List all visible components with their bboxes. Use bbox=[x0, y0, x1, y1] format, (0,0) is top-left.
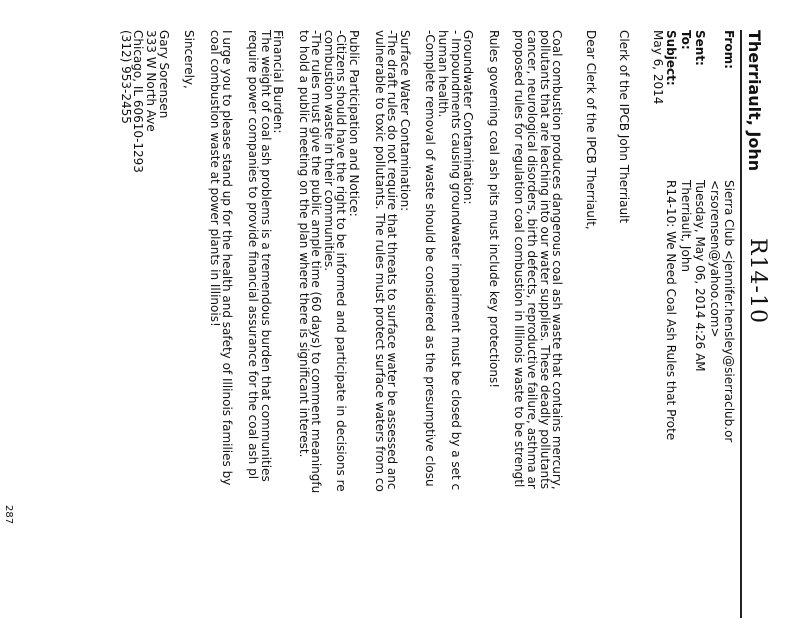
letter-signoff: Sincerely, bbox=[182, 30, 197, 89]
email-header bbox=[664, 30, 736, 618]
letter-body bbox=[119, 30, 664, 618]
page-number: 287 bbox=[3, 505, 14, 525]
document-reference: R14-10 bbox=[745, 238, 770, 324]
signature-address: 333 W North Ave bbox=[143, 30, 158, 132]
text-line: vulnerable to toxic pollutants. The rules must protect surface waters from co bbox=[372, 30, 387, 492]
header-value: Sierra Club <jennifer.hensley@sierraclub.or bbox=[722, 180, 736, 443]
header-divider bbox=[740, 30, 742, 618]
sender-name-heading: Therriault, John bbox=[745, 30, 764, 172]
section-heading: Surface Water Contamination: bbox=[397, 30, 412, 212]
rules-intro: Rules governing coal ash pits must include key protections! bbox=[486, 30, 501, 389]
header-value: R14-10: We Need Coal Ash Rules that Prote bbox=[664, 180, 679, 441]
letter-salutation: Dear Clerk of the IPCB Therriault, bbox=[583, 30, 598, 230]
header-label: From: bbox=[722, 30, 736, 69]
text-line: pollutants that are leaching into our water supplies. These deadly pollutants bbox=[537, 30, 552, 490]
text-line: -The rules must give the public ample time (60 days) to comment meaningfu bbox=[309, 30, 324, 494]
text-line: - Impoundments causing groundwater impairment must be closed by a set c bbox=[448, 30, 463, 491]
header-row-sent bbox=[693, 30, 707, 618]
text-line: -The draft rules do not require that threats to surface water be assessed anc bbox=[385, 30, 400, 490]
text-line: proposed rules for regulation coal combustion in Illinois waste to be strengtl bbox=[512, 30, 527, 488]
header-label bbox=[707, 30, 721, 180]
header-row-from-cont bbox=[707, 30, 721, 618]
section-heading: Financial Burden: bbox=[271, 30, 286, 134]
header-label: Subject: bbox=[664, 30, 679, 86]
text-line: require power companies to provide financial assurance for the coal ash pl bbox=[245, 30, 260, 480]
header-value: Tuesday, May 06, 2014 4:26 AM bbox=[693, 180, 708, 372]
public-participation-section bbox=[297, 30, 360, 618]
header-label: Sent: bbox=[693, 30, 708, 66]
surface-water-section bbox=[373, 30, 411, 618]
section-heading: Groundwater Contamination: bbox=[461, 30, 476, 205]
groundwater-section bbox=[424, 30, 474, 618]
text-line: I urge you to please stand up for the health and safety of Illinois families by bbox=[220, 30, 235, 486]
text-line: human health. bbox=[436, 30, 451, 118]
text-line: combustion waste in their communities. bbox=[321, 30, 336, 272]
header-value: <rsorensen@yahoo.com> bbox=[707, 180, 722, 338]
letter-date: May 6, 2014 bbox=[651, 30, 665, 105]
header-row-to bbox=[678, 30, 692, 618]
text-line: -Citizens should have the right to be informed and participate in decisions re bbox=[334, 30, 349, 492]
text-line: -Complete removal of waste should be considered as the presumptive closu bbox=[423, 30, 438, 487]
header-row-subject bbox=[664, 30, 678, 618]
signature-city: Chicago, IL 60610-1293 bbox=[131, 30, 146, 173]
header-row-from bbox=[722, 30, 736, 618]
text-line: The weight of coal ash problems is a tremendous burden that communities bbox=[258, 30, 273, 482]
text-line: Coal combustion produces dangerous coal ash waste that contains mercury, bbox=[550, 30, 565, 490]
signature-block bbox=[119, 30, 169, 618]
header-value: Therriault, John bbox=[678, 180, 693, 273]
text-line: coal combustion waste at power plants in Illinois! bbox=[207, 30, 222, 327]
text-line: to hold a public meeting on the plan where there is significant interest. bbox=[296, 30, 311, 458]
closing-paragraph bbox=[208, 30, 233, 618]
header-label: To: bbox=[678, 30, 693, 50]
text-line: cancer, neurological disorders, birth defects, reproductive failure, asthma ar bbox=[525, 30, 540, 489]
section-heading: Public Participation and Notice: bbox=[347, 30, 362, 217]
letter-addressee: Clerk of the IPCB John Therriault bbox=[617, 30, 632, 224]
signature-phone: (312) 953-2455 bbox=[118, 30, 133, 124]
intro-paragraph bbox=[513, 30, 563, 618]
financial-burden-section bbox=[246, 30, 284, 618]
signature-name: Gary Sorensen bbox=[156, 30, 171, 119]
